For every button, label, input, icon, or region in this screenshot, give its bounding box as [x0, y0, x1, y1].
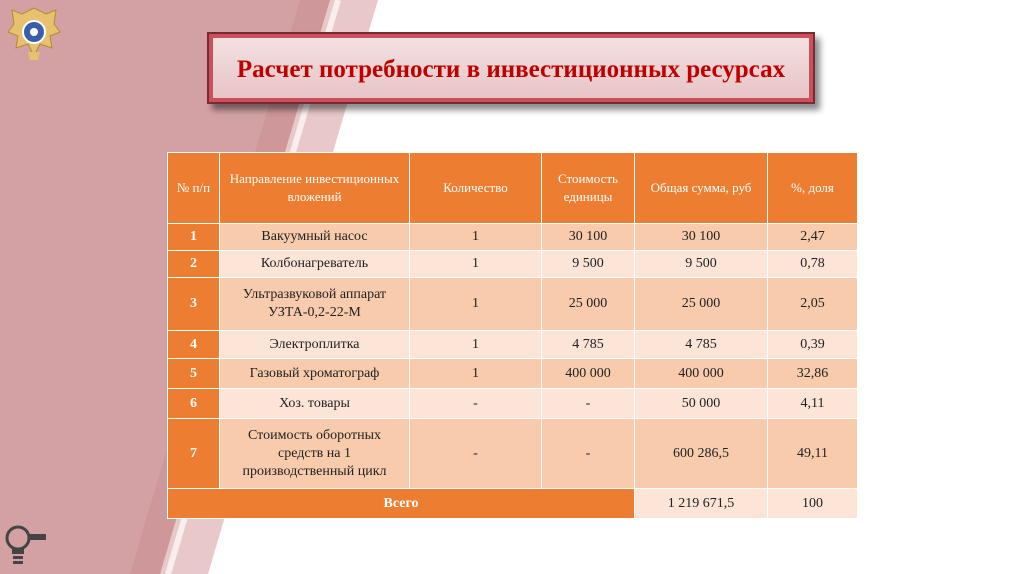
row-sum: 25 000 [635, 278, 768, 331]
table-row [168, 251, 858, 278]
row-quantity: 1 [410, 331, 542, 359]
row-unit-cost: - [542, 419, 635, 489]
table-header-row [168, 153, 858, 224]
row-sum: 9 500 [635, 251, 768, 278]
row-quantity: 1 [410, 278, 542, 331]
row-quantity: 1 [410, 251, 542, 278]
row-share: 0,39 [768, 331, 858, 359]
header-total-sum: Общая сумма, руб [635, 153, 768, 224]
row-unit-cost: 30 100 [542, 224, 635, 251]
row-share: 49,11 [768, 419, 858, 489]
row-share: 2,47 [768, 224, 858, 251]
page-title: Расчет потребности в инвестиционных ресурсах [236, 56, 786, 83]
row-number: 7 [168, 419, 220, 489]
row-name: Хоз. товары [220, 389, 410, 419]
row-share: 32,86 [768, 359, 858, 389]
emblem-icon [2, 2, 66, 66]
total-sum: 1 219 671,5 [635, 489, 768, 519]
row-sum: 4 785 [635, 331, 768, 359]
header-unit-cost: Стоимость единицы [542, 153, 635, 224]
row-name: Газовый хроматограф [220, 359, 410, 389]
table-row [168, 419, 858, 489]
total-share: 100 [768, 489, 858, 519]
row-unit-cost: 9 500 [542, 251, 635, 278]
header-direction: Направление инвестиционных вложений [220, 153, 410, 224]
row-quantity: 1 [410, 224, 542, 251]
row-share: 4,11 [768, 389, 858, 419]
investment-table [167, 152, 858, 519]
row-quantity: - [410, 419, 542, 489]
row-sum: 50 000 [635, 389, 768, 419]
row-name: Ультразвуковой аппарат УЗТА-0,2-22-М [220, 278, 410, 331]
row-sum: 600 286,5 [635, 419, 768, 489]
table-row [168, 389, 858, 419]
header-share: %, доля [768, 153, 858, 224]
row-quantity: 1 [410, 359, 542, 389]
header-number: № п/п [168, 153, 220, 224]
row-number: 1 [168, 224, 220, 251]
row-name: Вакуумный насос [220, 224, 410, 251]
title-frame [207, 32, 815, 104]
table-row [168, 224, 858, 251]
table-row [168, 278, 858, 331]
row-number: 5 [168, 359, 220, 389]
row-sum: 30 100 [635, 224, 768, 251]
table-row [168, 331, 858, 359]
lightbulb-icon [0, 520, 50, 570]
row-number: 2 [168, 251, 220, 278]
total-label: Всего [168, 489, 635, 519]
row-name: Электроплитка [220, 331, 410, 359]
row-sum: 400 000 [635, 359, 768, 389]
row-name: Колбонагреватель [220, 251, 410, 278]
header-quantity: Количество [410, 153, 542, 224]
row-share: 0,78 [768, 251, 858, 278]
table-row [168, 359, 858, 389]
row-unit-cost: 4 785 [542, 331, 635, 359]
row-number: 3 [168, 278, 220, 331]
row-unit-cost: 400 000 [542, 359, 635, 389]
row-unit-cost: - [542, 389, 635, 419]
row-name: Стоимость оборотных средств на 1 производственный цикл [220, 419, 410, 489]
row-quantity: - [410, 389, 542, 419]
row-share: 2,05 [768, 278, 858, 331]
row-number: 6 [168, 389, 220, 419]
row-number: 4 [168, 331, 220, 359]
table-total-row [168, 489, 858, 519]
row-unit-cost: 25 000 [542, 278, 635, 331]
